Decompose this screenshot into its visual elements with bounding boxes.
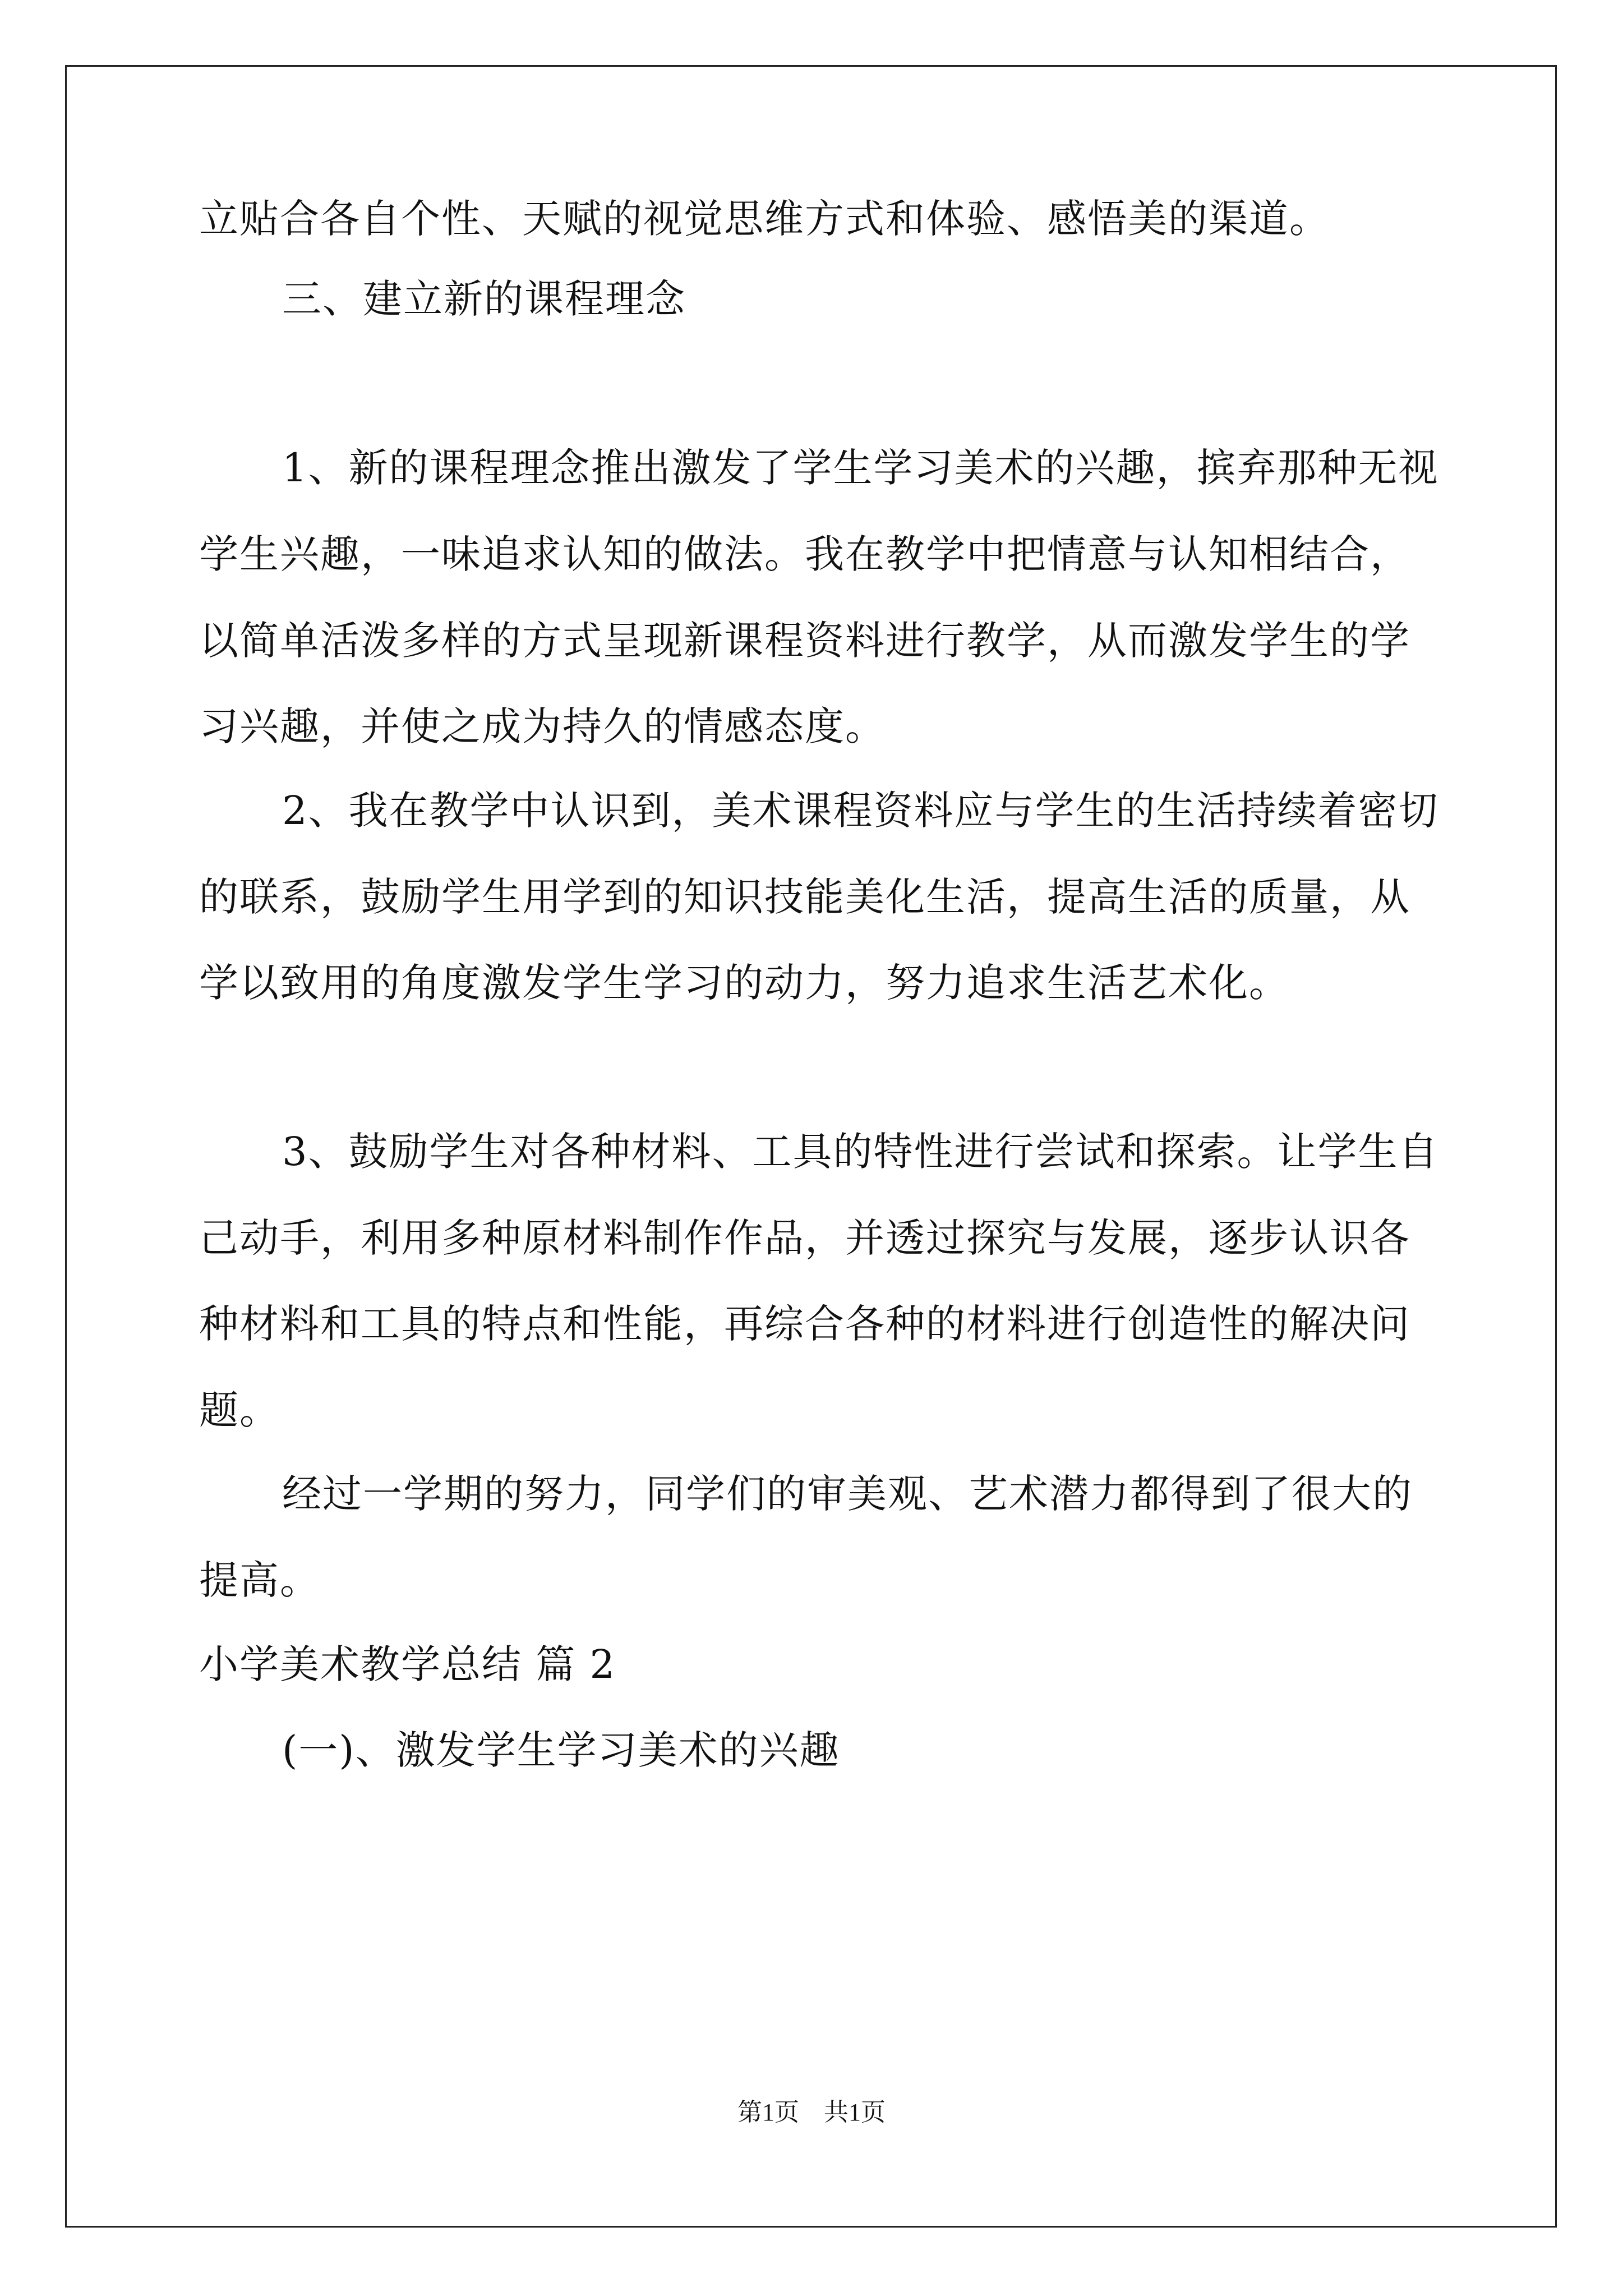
subsection-heading-1: (一)、激发学生学习美术的兴趣 [282,1727,840,1773]
paragraph-1-line-4: 习兴趣，并使之成为持久的情感态度。 [199,703,886,749]
paragraph-4-line-2: 提高。 [199,1557,320,1603]
paragraph-1-line-1: 1、新的课程理念推出激发了学生学习美术的兴趣，摈弃那种无视 [282,445,1439,491]
paragraph-3-line-2: 己动手，利用多种原材料制作作品，并透过探究与发展，逐步认识各 [199,1215,1410,1261]
paragraph-2-line-1: 2、我在教学中认识到，美术课程资料应与学生的生活持续着密切 [282,788,1439,834]
paragraph-1-line-3: 以简单活泼多样的方式呈现新课程资料进行教学，从而激发学生的学 [199,618,1410,664]
paragraph-3-line-4: 题。 [199,1387,280,1433]
section-heading-3: 三、建立新的课程理念 [282,276,686,322]
paragraph-1-line-2: 学生兴趣，一味追求认知的做法。我在教学中把情意与认知相结合， [199,531,1410,577]
page-number-footer: 第1页 共1页 [737,2099,886,2126]
paragraph-3-line-3: 种材料和工具的特点和性能，再综合各种的材料进行创造性的解决问 [199,1301,1410,1347]
paragraph-2-line-2: 的联系，鼓励学生用学到的知识技能美化生活，提高生活的质量，从 [199,874,1410,920]
body-line-continuation: 立贴合各自个性、天赋的视觉思维方式和体验、感悟美的渠道。 [199,196,1330,242]
paragraph-3-line-1: 3、鼓励学生对各种材料、工具的特性进行尝试和探索。让学生自 [282,1129,1439,1175]
paragraph-4-line-1: 经过一学期的努力，同学们的审美观、艺术潜力都得到了很大的 [282,1471,1413,1517]
paragraph-2-line-3: 学以致用的角度激发学生学习的动力，努力追求生活艺术化。 [199,960,1289,1006]
article-heading-part-2: 小学美术教学总结 篇 2 [199,1641,616,1687]
